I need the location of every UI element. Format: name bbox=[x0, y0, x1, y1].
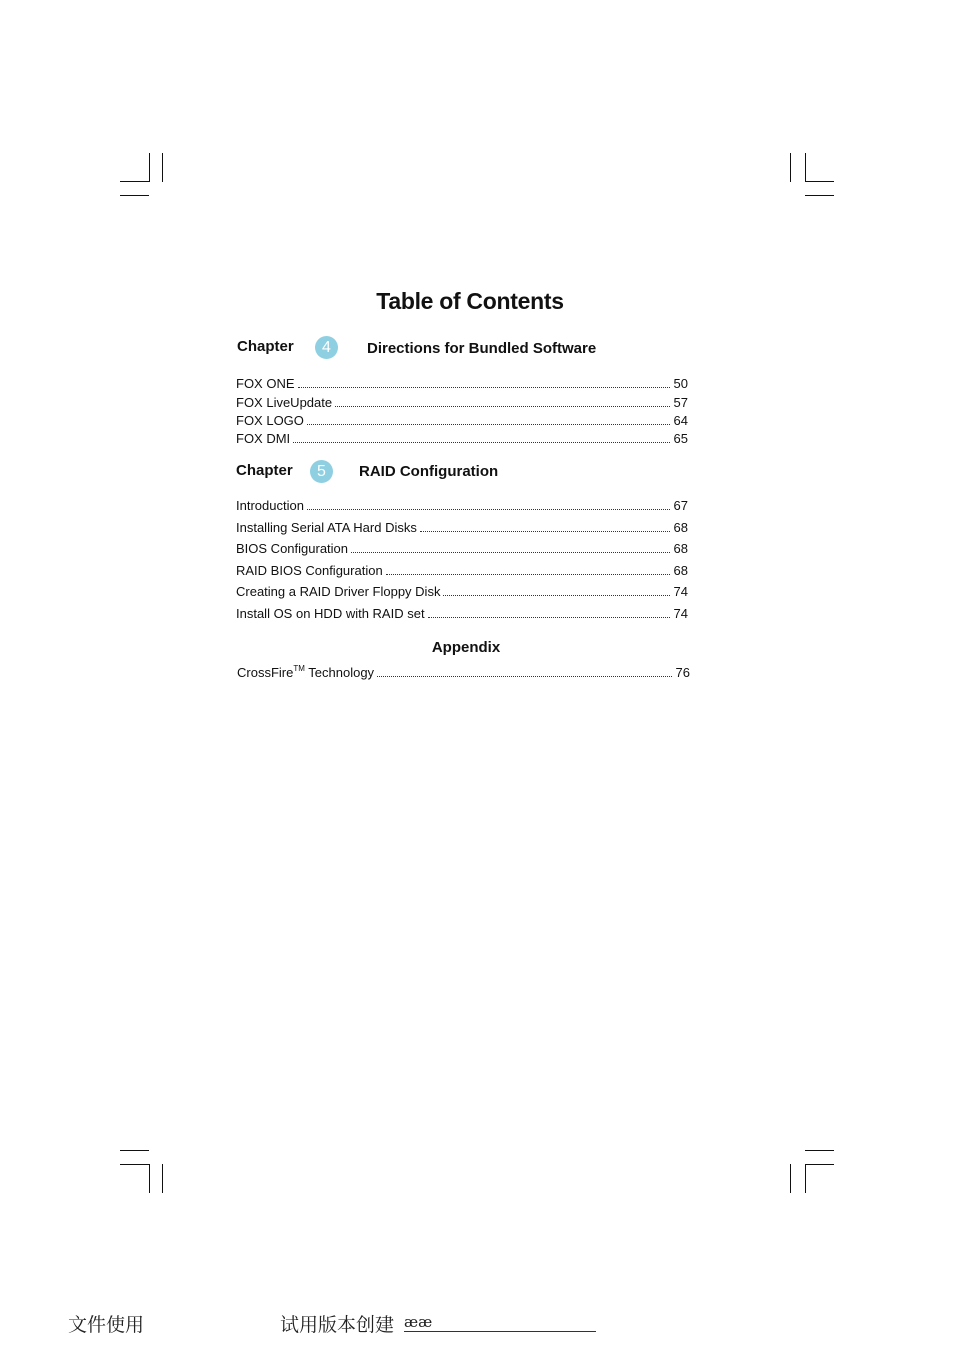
toc-entry[interactable] bbox=[236, 495, 688, 513]
toc-dot-leader bbox=[420, 531, 670, 532]
toc-entry[interactable] bbox=[236, 428, 688, 446]
toc-entry-page: 74 bbox=[673, 584, 688, 599]
toc-dot-leader bbox=[377, 676, 671, 677]
toc-entry[interactable] bbox=[236, 560, 688, 578]
toc-entry-label: FOX LOGO bbox=[236, 413, 304, 428]
toc-entry[interactable] bbox=[236, 603, 688, 621]
toc-dot-leader bbox=[428, 617, 670, 618]
chapter-number-badge: 5 bbox=[310, 460, 333, 483]
toc-entry-label: FOX LiveUpdate bbox=[236, 395, 333, 410]
toc-entry-page: 68 bbox=[673, 520, 688, 535]
trademark-superscript: TM bbox=[293, 663, 305, 673]
toc-entry-page: 67 bbox=[673, 498, 688, 513]
toc-entry-page: 64 bbox=[673, 413, 688, 428]
toc-entry-page: 50 bbox=[673, 376, 688, 391]
toc-dot-leader bbox=[335, 406, 669, 407]
toc-dot-leader bbox=[307, 509, 670, 510]
toc-entry[interactable] bbox=[236, 538, 688, 556]
toc-entry[interactable] bbox=[237, 662, 690, 680]
chapter-label: Chapter bbox=[236, 462, 293, 479]
toc-entry-label: Installing Serial ATA Hard Disks bbox=[236, 520, 417, 535]
toc-dot-leader bbox=[298, 387, 670, 388]
chapter-title: RAID Configuration bbox=[359, 463, 499, 480]
footer-watermark-suffix: ææ bbox=[404, 1313, 433, 1331]
toc-entry-label: Creating a RAID Driver Floppy Disk bbox=[236, 584, 441, 599]
toc-entry-label: FOX DMI bbox=[236, 431, 291, 446]
toc-dot-leader bbox=[293, 442, 669, 443]
toc-entry-label-main: CrossFire bbox=[237, 665, 294, 680]
toc-entry-label: BIOS Configuration bbox=[236, 541, 349, 556]
footer-watermark-middle: 试用版本创建 bbox=[280, 1314, 395, 1336]
toc-entry-label: Install OS on HDD with RAID set bbox=[236, 606, 425, 621]
toc-entry-page: 65 bbox=[673, 431, 688, 446]
toc-entry-page: 76 bbox=[675, 665, 690, 680]
toc-entry[interactable] bbox=[236, 581, 688, 599]
chapter-number-badge: 4 bbox=[315, 336, 338, 359]
appendix-heading: Appendix bbox=[431, 639, 501, 656]
toc-entry[interactable] bbox=[236, 410, 688, 428]
toc-entry[interactable] bbox=[236, 392, 688, 410]
chapter-label: Chapter bbox=[237, 338, 294, 355]
toc-entry-page: 57 bbox=[673, 395, 688, 410]
footer-underline bbox=[404, 1331, 596, 1332]
toc-entry-page: 74 bbox=[673, 606, 688, 621]
toc-entry[interactable] bbox=[236, 517, 688, 535]
toc-dot-leader bbox=[386, 574, 670, 575]
footer-watermark-left: 文件使用 bbox=[68, 1314, 145, 1336]
chapter-title: Directions for Bundled Software bbox=[367, 340, 597, 357]
toc-entry-label: Introduction bbox=[236, 498, 304, 513]
toc-entry-label-rest: Technology bbox=[304, 665, 375, 680]
toc-dot-leader bbox=[307, 424, 670, 425]
toc-entry[interactable] bbox=[236, 373, 688, 391]
toc-entry-label: RAID BIOS Configuration bbox=[236, 563, 383, 578]
toc-entry-label bbox=[237, 665, 374, 680]
toc-entry-page: 68 bbox=[673, 563, 688, 578]
page-title: Table of Contents bbox=[376, 288, 564, 314]
toc-entry-label: FOX ONE bbox=[236, 376, 295, 391]
toc-dot-leader bbox=[351, 552, 670, 553]
toc-entry-page: 68 bbox=[673, 541, 688, 556]
toc-dot-leader bbox=[443, 595, 669, 596]
